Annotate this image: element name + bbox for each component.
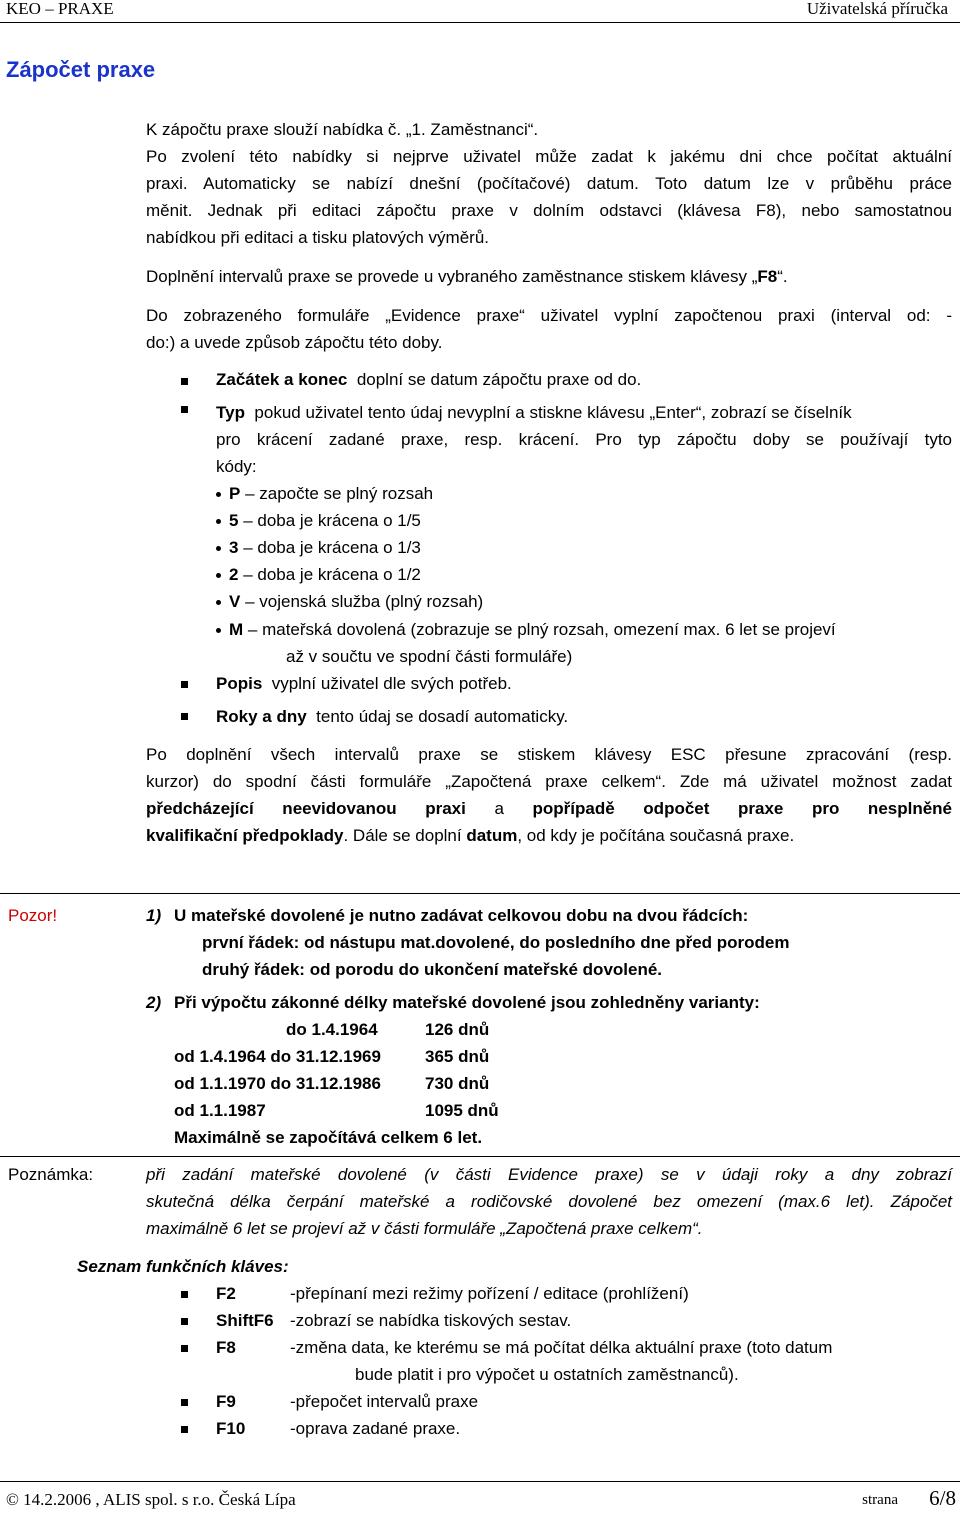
- pozor-heading-2: Při výpočtu zákonné délky mateřské dovolené jsou zohledněny varianty:: [174, 993, 760, 1012]
- pozor-num-2: 2): [146, 993, 162, 1012]
- intro-line-1: K zápočtu praxe slouží nabídka č. „1. Zaměstnanci“.: [146, 120, 539, 139]
- code-item: P – započte se plný rozsah: [229, 484, 434, 503]
- key-desc: -změna data, ke kterému se má počítat délka aktuální praxe (toto datum: [290, 1338, 833, 1357]
- key-desc: -přepočet intervalů praxe: [290, 1392, 479, 1411]
- poznamka-line-3: maximálně 6 let se projeví až v části formuláře „Započtená praxe celkem“.: [146, 1219, 703, 1238]
- bullet-dot: [216, 546, 221, 551]
- variant-days: 1095 dnů: [425, 1101, 499, 1120]
- key-name: F9: [216, 1392, 236, 1411]
- field-zacatek: Začátek a konec doplní se datum zápočtu praxe od do.: [216, 370, 642, 389]
- footer-left: © 14.2.2006 , ALIS spol. s r.o. Česká Lípa: [6, 1490, 296, 1509]
- bullet-dot: [216, 573, 221, 578]
- bullet-dot: [216, 600, 221, 605]
- bullet-dot: [216, 519, 221, 524]
- code-item-cont: až v součtu ve spodní části formuláře): [286, 647, 573, 666]
- bullet-square: [181, 1345, 188, 1352]
- keys-title: Seznam funkčních kláves:: [77, 1257, 289, 1276]
- footer-page-number: 6/8: [929, 1486, 956, 1510]
- intro-line-2: Po zvolení této nabídky si nejprve uživatel může zadat k jakému dni chce počítat aktuální: [146, 147, 952, 166]
- pozor-line-1b: druhý řádek: od porodu do ukončení mateřské dovolené.: [202, 960, 663, 979]
- bullet-square: [181, 1291, 188, 1298]
- page-title: Zápočet praxe: [6, 57, 156, 82]
- poznamka-line-1: při zadání mateřské dovolené (v části Evidence praxe) se v údaji roky a dny zobrazí: [146, 1165, 952, 1184]
- code-item: 5 – doba je krácena o 1/5: [229, 511, 421, 530]
- poznamka-line-2: skutečná délka čerpání mateřské a rodičovské dovolené bez omezení (max.6 let). Zápočet: [146, 1192, 952, 1211]
- pozor-rule-bottom: [0, 1156, 960, 1157]
- bullet-square: [181, 713, 188, 720]
- key-name: ShiftF6: [216, 1311, 274, 1330]
- pozor-label: Pozor!: [8, 906, 58, 925]
- variant-period: do 1.4.1964: [286, 1020, 378, 1039]
- pozor-heading-1: U mateřské dovolené je nutno zadávat celkovou dobu na dvou řádcích:: [174, 906, 749, 925]
- key-desc: -zobrazí se nabídka tiskových sestav.: [290, 1311, 572, 1330]
- code-item: 3 – doba je krácena o 1/3: [229, 538, 421, 557]
- intro-line-4: měnit. Jednak při editaci zápočtu praxe v dolním odstavci (klávesa F8), nebo samostatnou: [146, 201, 952, 220]
- poznamka-label: Poznámka:: [8, 1165, 94, 1184]
- bullet-dot: [216, 628, 221, 633]
- para-f8: Doplnění intervalů praxe se provede u vybraného zaměstnance stiskem klávesy „F8“.: [146, 267, 788, 286]
- key-desc: -oprava zadané praxe.: [290, 1419, 461, 1438]
- pozor-max: Maximálně se započítává celkem 6 let.: [174, 1128, 483, 1147]
- bullet-square: [181, 1318, 188, 1325]
- variant-period: od 1.1.1987: [174, 1101, 266, 1120]
- para-esc-line-4: kvalifikační předpoklady. Dále se doplní datum, od kdy je počítána současná praxe.: [146, 826, 795, 845]
- header-right: Uživatelská příručka: [806, 0, 948, 18]
- para-esc-line-2: kurzor) do spodní části formuláře „Započtená praxe celkem“. Zde má uživatel možnost zadat: [146, 772, 952, 791]
- header-rule: [0, 22, 960, 23]
- code-item: V – vojenská služba (plný rozsah): [229, 592, 484, 611]
- bullet-dot: [216, 492, 221, 497]
- code-item: M – mateřská dovolená (zobrazuje se plný rozsah, omezení max. 6 let se projeví: [229, 620, 836, 639]
- variant-period: od 1.1.1970 do 31.12.1986: [174, 1074, 381, 1093]
- code-item: 2 – doba je krácena o 1/2: [229, 565, 421, 584]
- bullet-square: [181, 1426, 188, 1433]
- key-name: F8: [216, 1338, 236, 1357]
- field-roky: Roky a dny tento údaj se dosadí automaticky.: [216, 707, 569, 726]
- para-form-line-2: do:) a uvede způsob zápočtu této doby.: [146, 333, 443, 352]
- key-name: F2: [216, 1284, 236, 1303]
- field-typ-line-3: kódy:: [216, 457, 257, 476]
- bullet-square: [181, 1399, 188, 1406]
- bullet-square: [181, 378, 188, 385]
- footer-rule: [0, 1481, 960, 1482]
- bullet-square: [181, 406, 188, 413]
- para-esc-line-1: Po doplnění všech intervalů praxe se stiskem klávesy ESC přesune zpracování (resp.: [146, 745, 952, 764]
- key-name: F10: [216, 1419, 246, 1438]
- pozor-num-1: 1): [146, 906, 162, 925]
- intro-line-3: praxi. Automaticky se nabízí dnešní (počítačové) datum. Toto datum lze v průběhu práce: [146, 174, 952, 193]
- intro-line-5: nabídkou při editaci a tisku platových výměrů.: [146, 228, 490, 247]
- variant-days: 365 dnů: [425, 1047, 490, 1066]
- key-desc: -přepínaní mezi režimy pořízení / editace (prohlížení): [290, 1284, 689, 1303]
- footer-page-label: strana: [862, 1492, 898, 1508]
- variant-days: 126 dnů: [425, 1020, 490, 1039]
- key-desc-cont: bude platit i pro výpočet u ostatních zaměstnanců).: [355, 1365, 739, 1384]
- header-left: KEO – PRAXE: [6, 0, 114, 18]
- pozor-rule-top: [0, 893, 960, 894]
- para-form-line-1: Do zobrazeného formuláře „Evidence praxe“ uživatel vyplní započtenou praxi (interval od: -: [146, 306, 952, 325]
- field-typ-line-2: pro krácení zadané praxe, resp. krácení. Pro typ zápočtu doby se používají tyto: [216, 430, 952, 449]
- field-typ-line-1: Typ pokud uživatel tento údaj nevyplní a stiskne klávesu „Enter“, zobrazí se číselník: [216, 403, 852, 422]
- field-popis: Popis vyplní uživatel dle svých potřeb.: [216, 674, 512, 693]
- para-esc-line-3: předcházející neevidovanou praxi a popřípadě odpočet praxe pro nesplněné: [146, 799, 953, 818]
- variant-days: 730 dnů: [425, 1074, 490, 1093]
- pozor-line-1a: první řádek: od nástupu mat.dovolené, do posledního dne před porodem: [202, 933, 790, 952]
- bullet-square: [181, 681, 188, 688]
- variant-period: od 1.4.1964 do 31.12.1969: [174, 1047, 381, 1066]
